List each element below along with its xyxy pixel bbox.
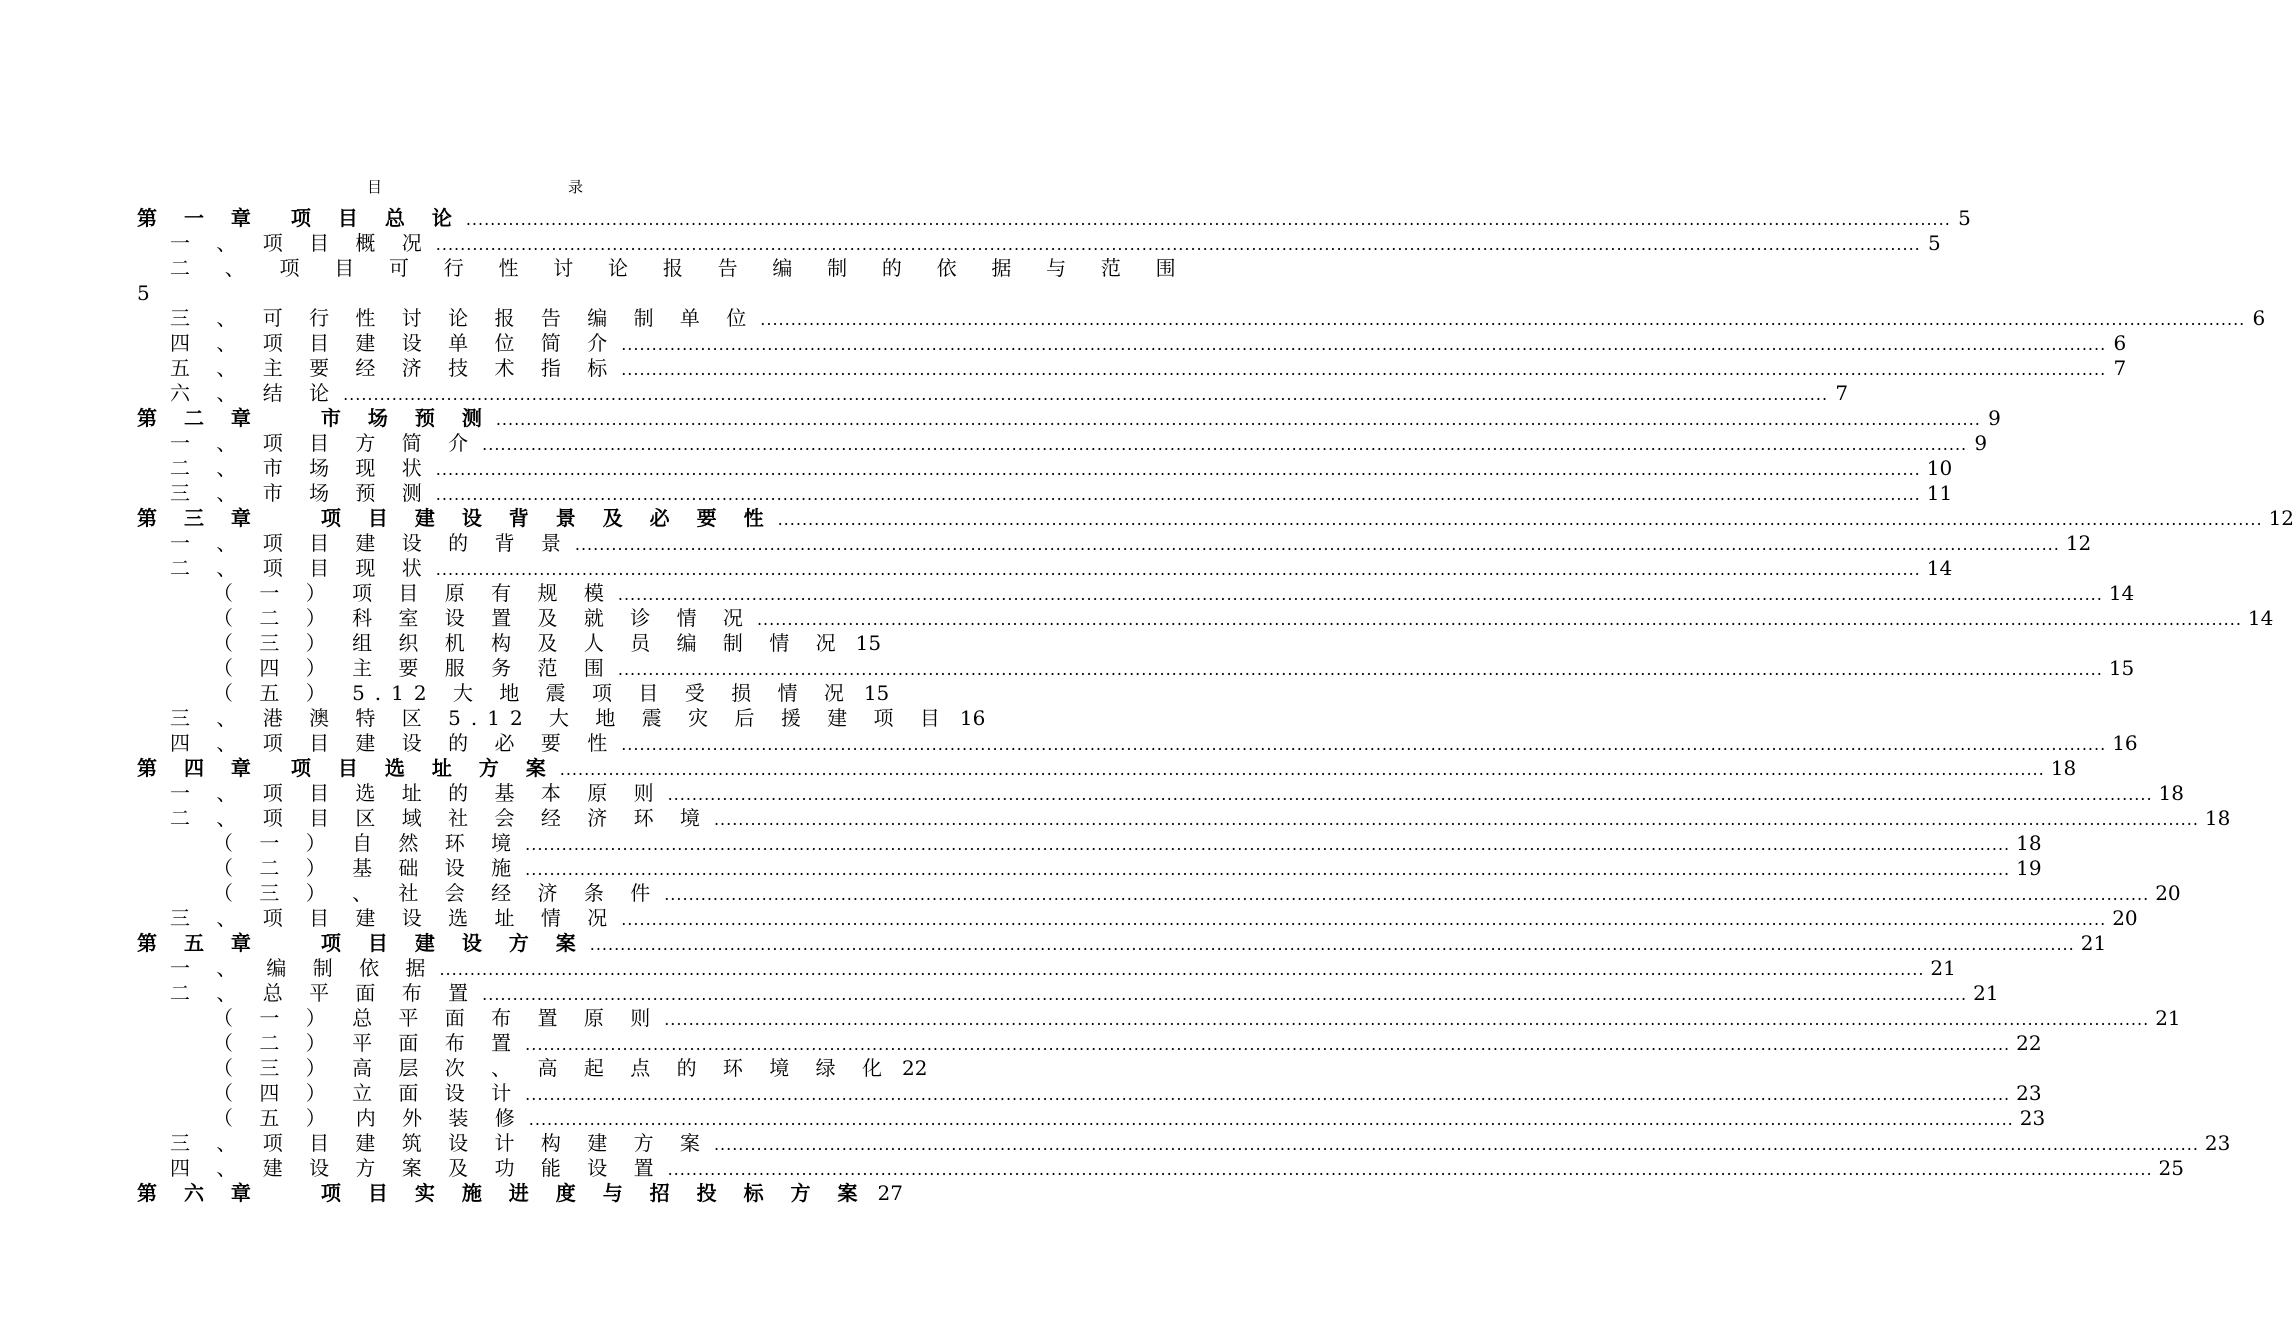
toc-leader-dots bbox=[590, 932, 2075, 957]
toc-page-number: 23 bbox=[2019, 1106, 2046, 1130]
toc-leader-dots bbox=[778, 507, 2263, 532]
toc-leader-dots bbox=[757, 607, 2242, 632]
toc-page-number: 5 bbox=[137, 281, 150, 305]
toc-subsection-entry bbox=[137, 631, 882, 656]
toc-subsection-entry bbox=[137, 606, 2274, 631]
table-of-contents bbox=[137, 206, 2294, 1206]
toc-subsection-entry bbox=[137, 1006, 2181, 1031]
toc-page-number: 21 bbox=[2155, 1006, 2181, 1030]
toc-leader-dots bbox=[436, 232, 1921, 257]
toc-entry-label: 第 六 章 项 目 实 施 进 度 与 招 投 标 方 案 bbox=[137, 1181, 868, 1205]
toc-page-number: 27 bbox=[877, 1181, 903, 1205]
toc-section-entry bbox=[137, 956, 1956, 981]
toc-section-entry bbox=[137, 481, 1953, 506]
toc-title: 目 录 bbox=[366, 178, 635, 196]
toc-page-number: 14 bbox=[2247, 606, 2274, 630]
toc-entry-label: （ 三 ） 高 层 次 、 高 起 点 的 环 境 绿 化 bbox=[213, 1056, 893, 1080]
toc-page-number: 18 bbox=[2204, 806, 2231, 830]
toc-leader-dots bbox=[466, 207, 1951, 232]
toc-subsection-entry bbox=[137, 856, 2042, 881]
toc-entry-label: 一 、 编 制 依 据 bbox=[170, 956, 436, 980]
toc-leader-dots bbox=[714, 1132, 2199, 1157]
toc-page-number: 14 bbox=[2108, 581, 2135, 605]
toc-leader-dots bbox=[621, 357, 2106, 382]
toc-entry-label: （ 四 ） 立 面 设 计 bbox=[213, 1081, 522, 1105]
toc-entry-label: （ 二 ） 平 面 布 置 bbox=[213, 1031, 522, 1055]
toc-page-number: 7 bbox=[2113, 356, 2127, 380]
toc-page-number: 10 bbox=[1926, 456, 1953, 480]
toc-section-entry bbox=[137, 706, 986, 731]
toc-section-entry bbox=[137, 1131, 2231, 1156]
toc-page-number: 12 bbox=[2065, 531, 2092, 555]
toc-section-entry bbox=[137, 381, 1849, 406]
toc-leader-dots bbox=[525, 857, 2010, 882]
toc-section-entry bbox=[137, 781, 2184, 806]
toc-entry-label: 四 、 建 设 方 案 及 功 能 设 置 bbox=[170, 1156, 664, 1180]
toc-leader-dots bbox=[621, 732, 2106, 757]
toc-section-entry bbox=[137, 356, 2127, 381]
toc-entry-label: （ 三 ） 、 社 会 经 济 条 件 bbox=[213, 881, 661, 905]
toc-leader-dots bbox=[482, 432, 1967, 457]
toc-entry-label: 五 、 主 要 经 济 技 术 指 标 bbox=[170, 356, 618, 380]
toc-page-number: 11 bbox=[1926, 481, 1953, 505]
toc-entry-label: 二 、 总 平 面 布 置 bbox=[170, 981, 479, 1005]
toc-page-number: 6 bbox=[2113, 331, 2127, 355]
toc-leader-dots bbox=[668, 1157, 2153, 1182]
toc-subsection-entry bbox=[137, 1056, 928, 1081]
toc-section-entry bbox=[137, 906, 2138, 931]
toc-page-number: 18 bbox=[2016, 831, 2042, 855]
toc-leader-dots bbox=[668, 782, 2153, 807]
toc-page-number: 9 bbox=[1974, 431, 1988, 455]
toc-page-number: 15 bbox=[863, 681, 890, 705]
toc-entry-label: 一 、 项 目 建 设 的 背 景 bbox=[170, 531, 571, 555]
toc-leader-dots bbox=[621, 332, 2106, 357]
toc-chapter-entry bbox=[137, 1181, 903, 1206]
toc-entry-label: 第 四 章 项 目 选 址 方 案 bbox=[137, 756, 556, 780]
toc-page-number: 20 bbox=[2112, 906, 2138, 930]
toc-leader-dots bbox=[525, 1032, 2010, 1057]
toc-entry-label: （ 五 ） 5.12 大 地 震 项 目 受 损 情 况 bbox=[213, 681, 854, 705]
toc-chapter-entry bbox=[137, 206, 1971, 231]
toc-leader-dots bbox=[439, 957, 1924, 982]
toc-entry-label: 三 、 可 行 性 讨 论 报 告 编 制 单 位 bbox=[170, 306, 757, 330]
toc-leader-dots bbox=[496, 407, 1981, 432]
toc-leader-dots bbox=[343, 382, 1828, 407]
toc-entry-label: （ 一 ） 自 然 环 境 bbox=[213, 831, 522, 855]
toc-subsection-entry bbox=[137, 831, 2042, 856]
toc-section-entry bbox=[137, 331, 2127, 356]
toc-entry-label: 一 、 项 目 选 址 的 基 本 原 则 bbox=[170, 781, 664, 805]
toc-entry-label: 二 、 项 目 现 状 bbox=[170, 556, 432, 580]
toc-page-number: 23 bbox=[2016, 1081, 2042, 1105]
toc-entry-label: 第 五 章 项 目 建 设 方 案 bbox=[137, 931, 586, 955]
toc-page-number: 22 bbox=[2016, 1031, 2042, 1055]
toc-leader-dots bbox=[575, 532, 2060, 557]
toc-entry-label: 四 、 项 目 建 设 单 位 简 介 bbox=[170, 331, 618, 355]
toc-entry-label: （ 一 ） 项 目 原 有 规 模 bbox=[213, 581, 614, 605]
toc-page-number: 16 bbox=[2112, 731, 2138, 755]
toc-entry-label: （ 三 ） 组 织 机 构 及 人 员 编 制 情 况 bbox=[213, 631, 846, 655]
toc-entry-label: 第 三 章 项 目 建 设 背 景 及 必 要 性 bbox=[137, 506, 774, 530]
toc-entry-label: （ 四 ） 主 要 服 务 范 围 bbox=[213, 656, 614, 680]
toc-subsection-entry bbox=[137, 881, 2181, 906]
toc-section-entry bbox=[137, 1156, 2184, 1181]
toc-subsection-entry bbox=[137, 656, 2135, 681]
toc-entry-label: （ 二 ） 科 室 设 置 及 就 诊 情 况 bbox=[213, 606, 753, 630]
toc-page-number: 9 bbox=[1988, 406, 2001, 430]
toc-leader-dots bbox=[525, 1082, 2010, 1107]
toc-entry-label: 第 二 章 市 场 预 测 bbox=[137, 406, 492, 430]
toc-subsection-entry bbox=[137, 1081, 2042, 1106]
toc-page-number: 20 bbox=[2155, 881, 2181, 905]
toc-entry-label: （ 一 ） 总 平 面 布 置 原 则 bbox=[213, 1006, 661, 1030]
toc-leader-dots bbox=[436, 482, 1921, 507]
toc-entry-label: 第 一 章 项 目 总 论 bbox=[137, 206, 462, 230]
toc-page-number: 18 bbox=[2050, 756, 2077, 780]
toc-subsection-entry bbox=[137, 1031, 2042, 1056]
toc-chapter-entry bbox=[137, 756, 2077, 781]
toc-leader-dots bbox=[621, 907, 2106, 932]
toc-entry-label: （ 二 ） 基 础 设 施 bbox=[213, 856, 522, 880]
toc-page-number: 16 bbox=[959, 706, 986, 730]
toc-entry-label: 一 、 项 目 方 简 介 bbox=[170, 431, 479, 455]
toc-entry-label: （ 五 ） 内 外 装 修 bbox=[213, 1106, 525, 1130]
toc-leader-dots bbox=[525, 832, 2010, 857]
toc-leader-dots bbox=[618, 582, 2103, 607]
toc-page-number: 5 bbox=[1958, 206, 1971, 230]
toc-page-number: 21 bbox=[1930, 956, 1956, 980]
toc-page-number: 18 bbox=[2158, 781, 2184, 805]
toc-entry-label: 二 、 市 场 现 状 bbox=[170, 456, 432, 480]
toc-leader-dots bbox=[714, 807, 2199, 832]
toc-page-number: 7 bbox=[1835, 381, 1849, 405]
toc-entry-label: 三 、 市 场 预 测 bbox=[170, 481, 432, 505]
toc-section-entry bbox=[137, 806, 2231, 831]
toc-entry-label: 二 、 项 目 可 行 性 讨 论 报 告 编 制 的 依 据 与 范 围 bbox=[170, 256, 1190, 280]
toc-section-entry bbox=[137, 456, 1953, 481]
toc-section-entry bbox=[137, 556, 1953, 581]
toc-page-number: 15 bbox=[2108, 656, 2135, 680]
toc-section-entry bbox=[137, 306, 2266, 331]
toc-leader-dots bbox=[560, 757, 2045, 782]
toc-page-number: 6 bbox=[2252, 306, 2266, 330]
toc-section-entry bbox=[137, 531, 2092, 556]
toc-leader-dots bbox=[482, 982, 1967, 1007]
toc-page-number: 21 bbox=[2080, 931, 2107, 955]
toc-page-number: 23 bbox=[2204, 1131, 2231, 1155]
toc-page-number: 19 bbox=[2016, 856, 2042, 880]
toc-section-entry bbox=[137, 981, 1999, 1006]
toc-entry-label: 三 、 项 目 建 设 选 址 情 况 bbox=[170, 906, 618, 930]
toc-entry-label: 二 、 项 目 区 域 社 会 经 济 环 境 bbox=[170, 806, 710, 830]
toc-leader-dots bbox=[436, 557, 1921, 582]
toc-leader-dots bbox=[664, 1007, 2149, 1032]
toc-page-number: 15 bbox=[855, 631, 882, 655]
toc-entry-label: 一 、 项 目 概 况 bbox=[170, 231, 432, 255]
toc-section-entry bbox=[137, 231, 1941, 256]
toc-page-number: 14 bbox=[1926, 556, 1953, 580]
toc-entry-label: 三 、 港 澳 特 区 5.12 大 地 震 灾 后 援 建 项 目 bbox=[170, 706, 950, 730]
toc-section-entry bbox=[137, 731, 2138, 756]
toc-leader-dots bbox=[436, 457, 1921, 482]
toc-page-number: 5 bbox=[1928, 231, 1941, 255]
toc-subsection-entry bbox=[137, 681, 890, 706]
toc-chapter-entry bbox=[137, 506, 2294, 531]
toc-entry-label: 三 、 项 目 建 筑 设 计 构 建 方 案 bbox=[170, 1131, 710, 1155]
toc-leader-dots bbox=[618, 657, 2103, 682]
toc-leader-dots bbox=[760, 307, 2245, 332]
toc-page-number: 12 bbox=[2268, 506, 2294, 530]
toc-section-entry bbox=[137, 256, 1190, 306]
toc-subsection-entry bbox=[137, 1106, 2046, 1131]
toc-chapter-entry bbox=[137, 931, 2107, 956]
toc-section-entry bbox=[137, 431, 1988, 456]
toc-page-number: 21 bbox=[1973, 981, 1999, 1005]
toc-page-number: 25 bbox=[2158, 1156, 2184, 1180]
toc-entry-label: 四 、 项 目 建 设 的 必 要 性 bbox=[170, 731, 618, 755]
toc-leader-dots bbox=[664, 882, 2149, 907]
toc-entry-label: 六 、 结 论 bbox=[170, 381, 340, 405]
toc-page-number: 22 bbox=[902, 1056, 928, 1080]
toc-leader-dots bbox=[529, 1107, 2014, 1132]
toc-subsection-entry bbox=[137, 581, 2135, 606]
toc-chapter-entry bbox=[137, 406, 2001, 431]
